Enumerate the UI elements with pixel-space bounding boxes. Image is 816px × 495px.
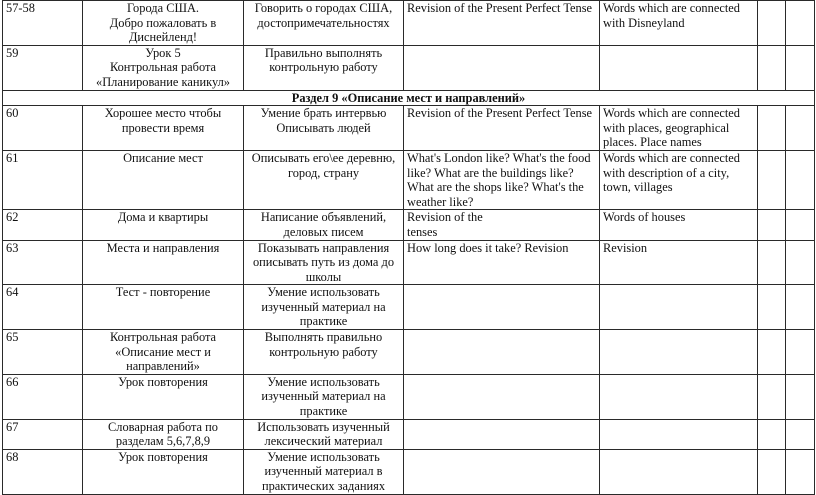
grammar-cell xyxy=(404,285,600,330)
empty-cell xyxy=(786,449,815,494)
lesson-topic-cell: Описание мест xyxy=(83,150,244,209)
grammar-cell xyxy=(404,449,600,494)
grammar-cell: What's London like? What's the food like? What are the buildings like? What are the shops like? What's the weather like? xyxy=(404,150,600,209)
grammar-cell: Revision of the Present Perfect Tense xyxy=(404,1,600,46)
empty-cell xyxy=(786,419,815,449)
empty-cell xyxy=(758,374,786,419)
lesson-skills-cell: Написание объявлений, деловых писем xyxy=(244,210,404,240)
lesson-topic-cell: Урок повторения xyxy=(83,449,244,494)
empty-cell xyxy=(786,210,815,240)
table-row xyxy=(3,150,815,209)
lesson-skills-cell: Умение брать интервью Описывать людей xyxy=(244,106,404,151)
grammar-cell xyxy=(404,330,600,375)
vocabulary-cell: Words of houses xyxy=(600,210,758,240)
empty-cell xyxy=(758,330,786,375)
lesson-skills-cell: Использовать изученный лексический материал xyxy=(244,419,404,449)
empty-cell xyxy=(786,106,815,151)
empty-cell xyxy=(758,210,786,240)
grammar-cell xyxy=(404,374,600,419)
table-row xyxy=(3,1,815,46)
lesson-number-cell: 60 xyxy=(3,106,83,151)
lesson-topic-cell: Тест - повторение xyxy=(83,285,244,330)
vocabulary-cell xyxy=(600,330,758,375)
lesson-topic-cell: Урок повторения xyxy=(83,374,244,419)
empty-cell xyxy=(758,240,786,285)
vocabulary-cell xyxy=(600,285,758,330)
lesson-number-cell: 66 xyxy=(3,374,83,419)
lesson-plan-body xyxy=(3,1,815,495)
empty-cell xyxy=(786,374,815,419)
grammar-cell xyxy=(404,419,600,449)
empty-cell xyxy=(758,1,786,46)
table-row xyxy=(3,210,815,240)
lesson-number-cell: 59 xyxy=(3,45,83,90)
empty-cell xyxy=(786,1,815,46)
lesson-number-cell: 67 xyxy=(3,419,83,449)
vocabulary-cell: Words which are connected with Disneyland xyxy=(600,1,758,46)
table-row xyxy=(3,285,815,330)
lesson-topic-cell: Дома и квартиры xyxy=(83,210,244,240)
empty-cell xyxy=(758,285,786,330)
vocabulary-cell xyxy=(600,374,758,419)
empty-cell xyxy=(786,150,815,209)
grammar-cell: Revision of the Present Perfect Tense xyxy=(404,106,600,151)
lesson-skills-cell: Умение использовать изученный материал в практических заданиях xyxy=(244,449,404,494)
grammar-cell: Revision of the tenses xyxy=(404,210,600,240)
empty-cell xyxy=(786,240,815,285)
section-title: Раздел 9 «Описание мест и направлений» xyxy=(3,90,815,106)
table-row xyxy=(3,419,815,449)
empty-cell xyxy=(758,449,786,494)
lesson-number-cell: 68 xyxy=(3,449,83,494)
lesson-topic-cell: Хорошее место чтобы провести время xyxy=(83,106,244,151)
grammar-cell: How long does it take? Revision xyxy=(404,240,600,285)
section-header-row xyxy=(3,90,815,106)
vocabulary-cell: Words which are connected with places, geographical places. Place names xyxy=(600,106,758,151)
vocabulary-cell: Revision xyxy=(600,240,758,285)
vocabulary-cell xyxy=(600,45,758,90)
lesson-plan-document xyxy=(2,0,815,495)
table-row xyxy=(3,45,815,90)
lesson-skills-cell: Показывать направления описывать путь из дома до школы xyxy=(244,240,404,285)
lesson-topic-cell: Урок 5 Контрольная работа «Планирование каникул» xyxy=(83,45,244,90)
table-row xyxy=(3,374,815,419)
empty-cell xyxy=(786,330,815,375)
lesson-plan-table xyxy=(2,0,815,495)
lesson-skills-cell: Умение использовать изученный материал на практике xyxy=(244,285,404,330)
empty-cell xyxy=(758,106,786,151)
lesson-skills-cell: Описывать его\ее деревню, город, страну xyxy=(244,150,404,209)
lesson-skills-cell: Говорить о городах США, достопримечательностях xyxy=(244,1,404,46)
empty-cell xyxy=(758,45,786,90)
empty-cell xyxy=(758,419,786,449)
lesson-number-cell: 63 xyxy=(3,240,83,285)
lesson-number-cell: 65 xyxy=(3,330,83,375)
lesson-topic-cell: Контрольная работа «Описание мест и направлений» xyxy=(83,330,244,375)
empty-cell xyxy=(786,45,815,90)
lesson-number-cell: 64 xyxy=(3,285,83,330)
empty-cell xyxy=(786,285,815,330)
lesson-topic-cell: Места и направления xyxy=(83,240,244,285)
lesson-number-cell: 62 xyxy=(3,210,83,240)
table-row xyxy=(3,106,815,151)
vocabulary-cell xyxy=(600,419,758,449)
grammar-cell xyxy=(404,45,600,90)
lesson-skills-cell: Выполнять правильно контрольную работу xyxy=(244,330,404,375)
lesson-skills-cell: Правильно выполнять контрольную работу xyxy=(244,45,404,90)
empty-cell xyxy=(758,150,786,209)
lesson-number-cell: 61 xyxy=(3,150,83,209)
table-row xyxy=(3,240,815,285)
lesson-topic-cell: Города США. Добро пожаловать в Диснейленд! xyxy=(83,1,244,46)
lesson-topic-cell: Словарная работа по разделам 5,6,7,8,9 xyxy=(83,419,244,449)
lesson-skills-cell: Умение использовать изученный материал на практике xyxy=(244,374,404,419)
table-row xyxy=(3,330,815,375)
vocabulary-cell xyxy=(600,449,758,494)
lesson-number-cell: 57-58 xyxy=(3,1,83,46)
table-row xyxy=(3,449,815,494)
vocabulary-cell: Words which are connected with description of a city, town, villages xyxy=(600,150,758,209)
